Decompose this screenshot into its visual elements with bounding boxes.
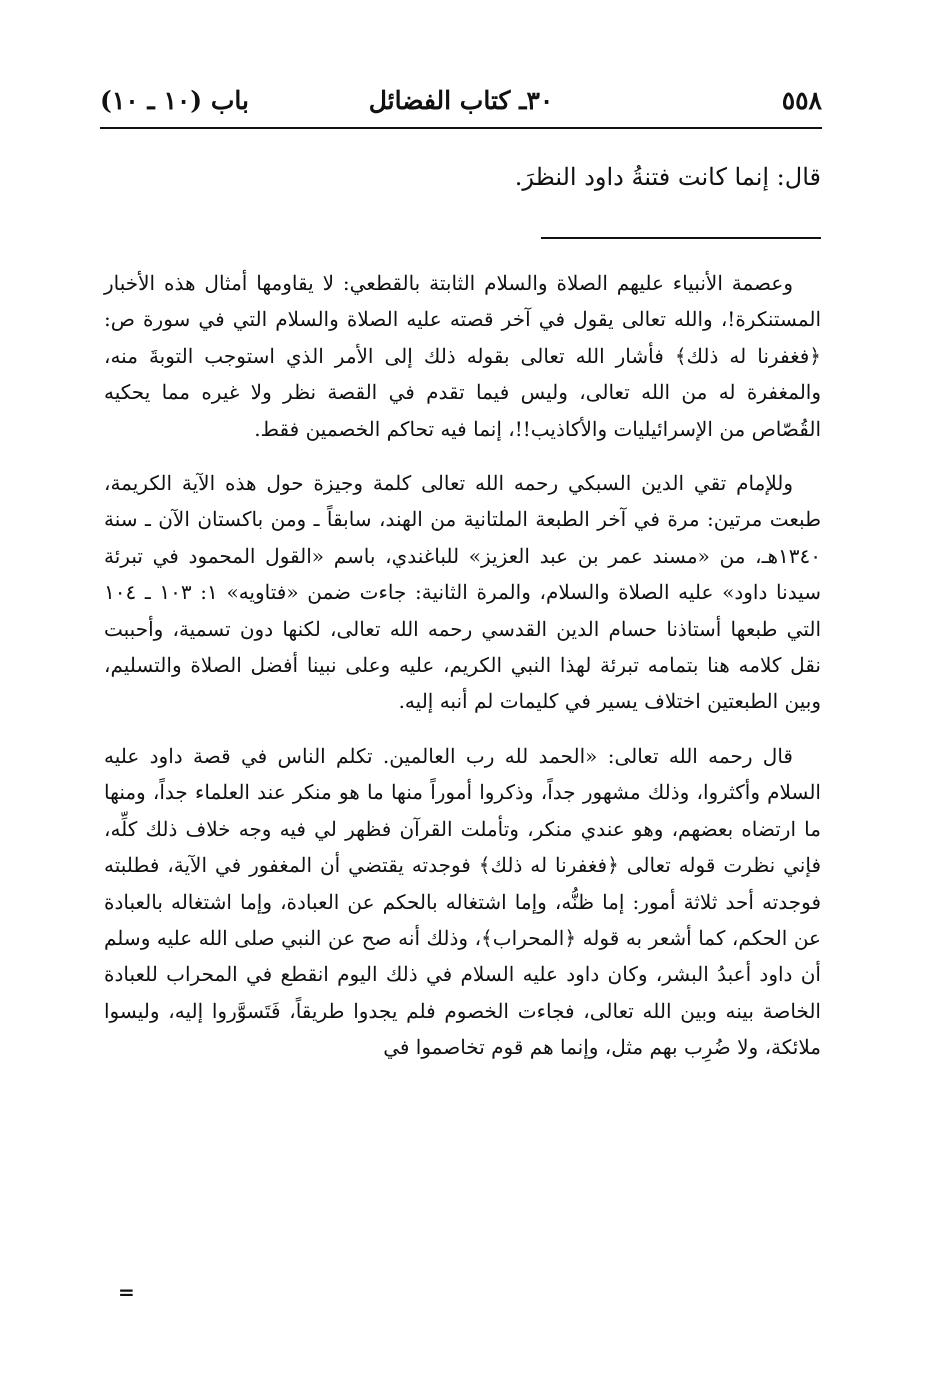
- section-reference: باب (١٠ ـ ١٠): [100, 86, 249, 115]
- body-text: [104, 265, 821, 1084]
- quoted-line: قال: إنما كانت فتنةُ داود النظرَ.: [514, 163, 821, 191]
- paragraph: وللإمام تقي الدين السبكي رحمه الله تعالى كلمة وجيزة حول هذه الآية الكريمة، طبعت مرتين: مرة في آخر الطبعة الملتانية من الهند، سابقاً ـ ومن باكستان الآن ـ سنة ١٣٤٠هـ، من «مسند عمر بن عبد العزيز» للباغندي، باسم «القول المحمود في تبرئة سيدنا داود» عليه الصلاة والسلام، والمرة الثانية: جاءت ضمن «فتاويه» ١: ١٠٣ ـ ١٠٤ التي طبعها أستاذنا حسام الدين القدسي رحمه الله تعالى، لكنها دون تسمية، وأحببت نقل كلامه هنا بتمامه تبرئة لهذا النبي الكريم، عليه وعلى نبينا أفضل الصلاة والتسليم، وبين الطبعتين اختلاف يسير في كليمات لم أنبه إليه.: [104, 471, 821, 714]
- page-number: ٥٥٨: [781, 86, 822, 115]
- footnote-divider: [541, 237, 821, 239]
- paragraph: قال رحمه الله تعالى: «الحمد لله رب العالمين. تكلم الناس في قصة داود عليه السلام وأكثروا، وذلك مشهور جداً، وذكروا أموراً منها ما هو منكر عند العلماء جداً، ومنها ما ارتضاه بعضهم، وهو عندي منكر، وتأملت القرآن فظهر لي فيه وجه خلاف ذلك كلِّه، فإني نظرت قوله تعالى ﴿فغفرنا له ذلك﴾ فوجدته يقتضي أن المغفور في الآية، فطلبته فوجدته أحد ثلاثة أمور: إما ظنُّه، وإما اشتغاله بالحكم عن العبادة، وإما اشتغاله بالعبادة عن الحكم، كما أشعر به قوله ﴿المحراب﴾، وذلك أنه صح عن النبي صلى الله عليه وسلم أن داود أعبدُ البشر، وكان داود عليه السلام في ذلك اليوم انقطع في المحراب للعبادة الخاصة بينه وبين الله تعالى، فجاءت الخصوم فلم يجدوا طريقاً، فَتَسوَّروا إليه، وليسوا ملائكة، ولا ضُرِب بهم مثل، وإنما هم قوم تخاصموا في: [104, 743, 821, 1060]
- continuation-mark: =: [118, 1280, 135, 1304]
- chapter-title: ٣٠ـ كتاب الفضائل: [368, 86, 554, 115]
- header-divider: [100, 127, 822, 129]
- paragraph: وعصمة الأنبياء عليهم الصلاة والسلام الثابتة بالقطعي: لا يقاومها أمثال هذه الأخبار المستنكرة!، والله تعالى يقول في آخر قصته عليه الصلاة والسلام التي في سورة ص: ﴿فغفرنا له ذلك﴾ فأشار الله تعالى بقوله ذلك إلى الأمر الذي استوجب التوبةَ منه، والمغفرة له من الله تعالى، وليس فيما تقدم في القصة نظر ولا غيره مما يحكيه القُصّاص من الإسرائيليات والأكاذيب!!، إنما فيه تحاكم الخصمين فقط.: [104, 271, 821, 441]
- running-header: [100, 84, 822, 124]
